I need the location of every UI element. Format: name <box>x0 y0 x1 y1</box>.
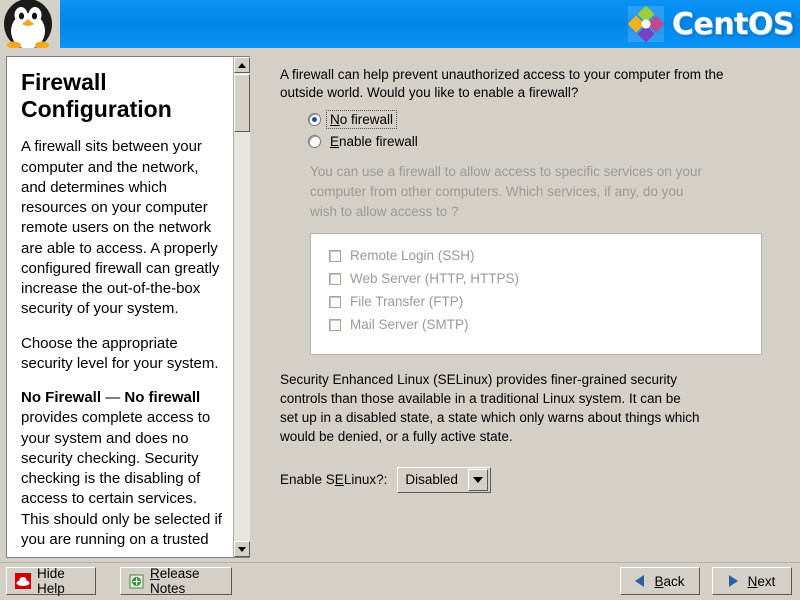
selinux-label: Enable SELinux?: <box>280 472 388 488</box>
selinux-dropdown[interactable] <box>397 467 491 493</box>
hide-help-button[interactable] <box>6 567 96 595</box>
scroll-up-arrow-icon <box>238 63 246 68</box>
help-title: Firewall Configuration <box>21 69 172 123</box>
notes-icon <box>129 574 144 589</box>
checkbox-smtp[interactable] <box>329 319 341 331</box>
red-hat-icon <box>15 573 31 589</box>
release-notes-button[interactable] <box>120 567 232 595</box>
back-label: Back <box>654 573 685 589</box>
radio-option-no-firewall[interactable] <box>308 108 794 130</box>
help-paragraph-3 <box>21 388 223 550</box>
help-scrollbar[interactable] <box>233 57 249 557</box>
radio-option-enable-firewall[interactable] <box>308 130 794 152</box>
main-content <box>270 58 794 558</box>
scrollbar-track[interactable] <box>234 73 250 541</box>
help-paragraph-1: A firewall sits between your computer and the network, and determines which resources on your computer remote users on the network are able to access. A properly configured firewall can greatly increase the out-of-the-box security of your system. <box>21 138 220 318</box>
help-bold-term-2: No firewall <box>124 389 201 406</box>
selinux-setting-row <box>280 467 794 493</box>
service-row-smtp[interactable] <box>329 313 761 336</box>
radio-label-no-firewall[interactable]: No firewall <box>330 111 394 127</box>
help-bold-term: No Firewall <box>21 389 102 406</box>
help-dash: — <box>101 389 125 406</box>
service-label-ssh: Remote Login (SSH) <box>350 248 475 264</box>
help-pane <box>6 56 250 558</box>
triangle-right-icon <box>729 575 738 587</box>
centos-square-logo <box>626 4 666 44</box>
checkbox-ftp[interactable] <box>329 296 341 308</box>
help-paragraph-3-rest: provides complete access to your system and does no security checking. Security checking is the disabling of access to certain services. This should only be selected if you are running on a trusted <box>21 409 222 548</box>
help-text-body <box>7 57 235 557</box>
next-button[interactable] <box>712 567 792 595</box>
checkbox-ssh[interactable] <box>329 250 341 262</box>
back-button[interactable] <box>620 567 700 595</box>
triangle-left-icon <box>635 575 644 587</box>
service-row-web[interactable] <box>329 267 761 290</box>
hide-help-label: Hide Help <box>37 566 65 596</box>
scroll-down-arrow-icon <box>238 547 246 552</box>
help-paragraph-2: Choose the appropriate security level for your system. <box>21 334 219 372</box>
banner-mascot-area <box>0 0 60 48</box>
release-notes-label: Release Notes <box>150 566 200 596</box>
services-list <box>310 233 762 355</box>
scrollbar-down-button[interactable] <box>234 541 250 557</box>
selinux-description: Security Enhanced Linux (SELinux) provides finer-grained security controls than those available in a traditional Linux system. It can be set up in a disabled state, a state which only warns about things which would be denied, or a fully active state. <box>280 372 700 444</box>
intro-text: A firewall can help prevent unauthorized access to your computer from the outside world. Would you like to enable a firewall? <box>280 67 724 101</box>
next-label: Next <box>747 573 776 589</box>
chevron-down-icon <box>473 477 483 483</box>
checkbox-web[interactable] <box>329 273 341 285</box>
footer-bar <box>0 562 800 600</box>
radio-button-no-firewall[interactable] <box>308 113 321 126</box>
selinux-dropdown-button[interactable] <box>468 469 488 491</box>
brand-name: CentOS <box>671 6 794 42</box>
scrollbar-up-button[interactable] <box>234 57 250 73</box>
radio-button-enable-firewall[interactable] <box>308 135 321 148</box>
radio-label-enable-firewall[interactable]: Enable firewall <box>330 133 418 149</box>
service-label-web: Web Server (HTTP, HTTPS) <box>350 271 520 287</box>
service-label-ftp: File Transfer (FTP) <box>350 294 464 310</box>
services-description: You can use a firewall to allow access to specific services on your computer from other computers. Which services, if any, do you wish to allow access to ? <box>310 164 702 219</box>
service-row-ssh[interactable] <box>329 244 761 267</box>
brand-logo <box>626 2 794 46</box>
service-label-smtp: Mail Server (SMTP) <box>350 317 469 333</box>
scrollbar-thumb[interactable] <box>234 74 250 132</box>
service-row-ftp[interactable] <box>329 290 761 313</box>
header-banner <box>0 0 800 48</box>
selinux-selected-value: Disabled <box>405 472 458 488</box>
linux-penguin-icon <box>2 0 58 48</box>
